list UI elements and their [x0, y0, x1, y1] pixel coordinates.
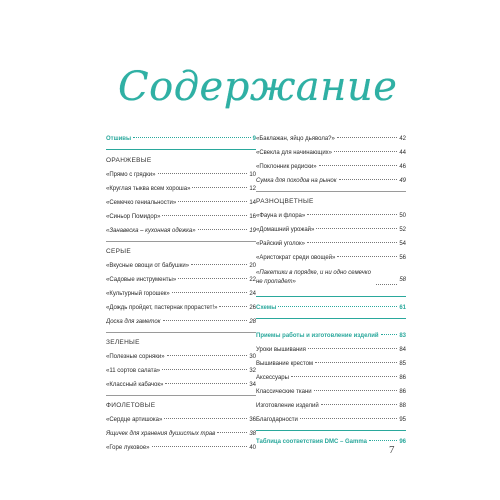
toc-entry[interactable]	[106, 273, 256, 287]
dot-leader	[163, 320, 248, 321]
dot-leader	[172, 292, 248, 293]
toc-entry-page: 16	[249, 214, 256, 220]
dot-leader	[315, 362, 397, 363]
toc-entry-page: 28	[249, 319, 256, 325]
dot-leader	[162, 369, 247, 370]
dot-leader	[162, 215, 247, 216]
dot-leader	[321, 404, 398, 405]
dot-leader	[164, 418, 247, 419]
toc-entry[interactable]	[106, 364, 256, 378]
dot-leader	[376, 284, 397, 285]
dot-leader	[339, 179, 398, 180]
toc-entry-page: 95	[399, 417, 406, 423]
dot-leader	[152, 446, 248, 447]
dot-leader	[133, 137, 251, 138]
dot-leader	[314, 390, 398, 391]
toc-entry[interactable]	[256, 146, 406, 160]
dot-leader	[178, 278, 247, 279]
section-heading: СЕРЫЕ	[106, 248, 131, 255]
toc-entry-page: 88	[399, 403, 406, 409]
toc-entry-title: «Сердце артишока»	[106, 417, 163, 423]
section-heading: ЗЕЛЕНЫЕ	[106, 339, 140, 346]
toc-entry[interactable]	[256, 265, 406, 287]
toc-entry-page: 26	[249, 305, 256, 311]
toc-right-column	[256, 132, 406, 449]
toc-entry-title: «Полезные сорняки»	[106, 354, 165, 360]
toc-entry-title: «Дождь пройдет, пастернак прорастет!»	[106, 305, 218, 311]
toc-entry[interactable]	[106, 132, 256, 146]
toc-entry[interactable]	[256, 385, 406, 399]
divider	[256, 296, 406, 297]
toc-entry[interactable]	[106, 315, 256, 329]
toc-entry-page: 46	[399, 164, 406, 170]
toc-entry-title: Сумка для походов на рынок	[256, 178, 337, 184]
page-number: 7	[389, 444, 395, 456]
toc-entry-title: «Баклажан, яйцо дьявола?»	[256, 136, 335, 142]
toc-entry-title: «Райский уголок»	[256, 241, 305, 247]
toc-entry-title: «Поклонник редиски»	[256, 164, 317, 170]
dot-leader	[219, 306, 247, 307]
dot-leader	[217, 432, 247, 433]
toc-entry-page: 83	[399, 333, 406, 339]
toc-entry-title: Отшивы	[106, 136, 132, 142]
dot-leader	[158, 173, 248, 174]
toc-entry-page: 49	[399, 178, 406, 184]
toc-entry[interactable]	[256, 237, 406, 251]
toc-entry-title: Классические ткани	[256, 389, 312, 395]
dot-leader	[381, 334, 398, 335]
section-heading: ОРАНЖЕВЫЕ	[106, 157, 152, 164]
toc-entry[interactable]	[256, 413, 406, 427]
toc-entry-title: Изготовление изделий	[256, 403, 319, 409]
toc-entry-page: 14	[249, 200, 256, 206]
toc-entry[interactable]	[256, 301, 406, 315]
toc-entry-page: 54	[399, 241, 406, 247]
dot-leader	[334, 151, 397, 152]
toc-entry[interactable]	[256, 132, 406, 146]
spacer	[256, 287, 406, 293]
toc-entry[interactable]	[256, 251, 406, 265]
toc-entry-page: 36	[249, 417, 256, 423]
toc-entry[interactable]	[106, 196, 256, 210]
dot-leader	[167, 355, 248, 356]
dot-leader	[178, 201, 247, 202]
toc-entry-page: 40	[249, 445, 256, 451]
toc-entry-title: Доска для заметок	[106, 319, 161, 325]
dot-leader	[191, 264, 247, 265]
divider	[106, 395, 256, 396]
toc-entry[interactable]	[256, 371, 406, 385]
toc-entry-title: «Пакетики в порядке, и ни одно семечко не пропадет»	[256, 270, 371, 285]
dot-leader	[192, 187, 247, 188]
toc-entry-title: Уроки вышивания	[256, 347, 306, 353]
toc-entry[interactable]	[106, 378, 256, 392]
dot-leader	[278, 306, 397, 307]
dot-leader	[316, 228, 397, 229]
toc-entry[interactable]	[106, 210, 256, 224]
toc-entry[interactable]	[256, 160, 406, 174]
divider	[106, 149, 256, 150]
toc-entry-title: Благодарности	[256, 417, 298, 423]
dot-leader	[319, 165, 398, 166]
dot-leader	[337, 137, 397, 138]
toc-entry-title: Таблица соответствия DMC – Gamma	[256, 439, 368, 445]
dot-leader	[198, 229, 248, 230]
divider	[106, 241, 256, 242]
toc-entry[interactable]	[106, 441, 256, 455]
toc-entry[interactable]	[106, 168, 256, 182]
toc-entry[interactable]	[256, 343, 406, 357]
toc-entry-title: «Занавеска – кухонная одежка»	[106, 228, 196, 234]
toc-entry-title: «Аристократ среди овощей»	[256, 255, 336, 261]
toc-entry-page: 52	[399, 227, 406, 233]
toc-entry-page: 10	[249, 172, 256, 178]
toc-entry-page: 9	[252, 136, 256, 142]
divider	[256, 318, 406, 319]
toc-entry-page: 19	[249, 228, 256, 234]
toc-entry-title: «Свекла для начинающих»	[256, 150, 333, 156]
toc-entry-title: Приемы работы и изготовление изделий	[256, 333, 379, 339]
toc-entry[interactable]	[106, 301, 256, 315]
dot-leader	[337, 256, 397, 257]
toc-entry[interactable]	[106, 224, 256, 238]
toc-entry-title: «Семечко гениальности»	[106, 200, 177, 206]
dot-leader	[165, 383, 247, 384]
toc-entry-page: 61	[399, 305, 406, 311]
toc-entry-title: «Синьор Помидор»	[106, 214, 161, 220]
toc-entry-title: «Фауна и флора»	[256, 213, 306, 219]
toc-entry-title: Схемы	[256, 305, 277, 311]
toc-entry-title: Вышивание крестом	[256, 361, 314, 367]
toc-entry[interactable]	[256, 357, 406, 371]
toc-entry-title: «11 сортов салата»	[106, 368, 161, 374]
toc-entry-title: «Прямо с грядки»	[106, 172, 156, 178]
dot-leader	[307, 242, 397, 243]
toc-entry-page: 86	[399, 389, 406, 395]
page-title: Содержание	[118, 64, 398, 110]
toc-entry-page: 30	[249, 354, 256, 360]
toc-entry[interactable]	[106, 350, 256, 364]
toc-entry[interactable]	[256, 174, 406, 188]
toc-entry[interactable]	[106, 427, 256, 441]
toc-entry-page: 50	[399, 213, 406, 219]
dot-leader	[369, 440, 397, 441]
toc-entry-title: «Садовые инструменты»	[106, 277, 177, 283]
toc-entry-title: Ящичек для хранения душистых трав	[106, 431, 216, 437]
toc-entry-page: 42	[399, 136, 406, 142]
toc-entry[interactable]	[106, 259, 256, 273]
toc-entry[interactable]	[256, 209, 406, 223]
toc-entry-page: 56	[399, 255, 406, 261]
toc-entry[interactable]	[256, 329, 406, 343]
divider	[256, 430, 406, 431]
toc-entry-page: 38	[249, 431, 256, 437]
toc-entry-page: 58	[399, 277, 406, 283]
dot-leader	[300, 418, 397, 419]
divider	[256, 191, 406, 192]
toc-entry[interactable]	[106, 287, 256, 301]
divider	[106, 332, 256, 333]
toc-entry-page: 32	[249, 368, 256, 374]
toc-entry-page: 34	[249, 382, 256, 388]
toc-entry-title: «Культурный горошек»	[106, 291, 170, 297]
toc-entry-title: «Круглая тыква всем хороша»	[106, 186, 191, 192]
toc-entry-page: 44	[399, 150, 406, 156]
toc-entry-page: 85	[399, 361, 406, 367]
section-heading: РАЗНОЦВЕТНЫЕ	[256, 198, 314, 205]
toc-entry-page: 96	[399, 439, 406, 445]
toc-entry[interactable]	[106, 182, 256, 196]
dot-leader	[291, 376, 397, 377]
toc-entry-title: «Классный кабачок»	[106, 382, 164, 388]
toc-entry[interactable]	[256, 223, 406, 237]
toc-entry-page: 86	[399, 375, 406, 381]
toc-entry-page: 12	[249, 186, 256, 192]
dot-leader	[308, 348, 397, 349]
toc-entry-page: 24	[249, 291, 256, 297]
toc-entry-title: Аксессуары	[256, 375, 289, 381]
toc-entry-title: «Домашний урожай»	[256, 227, 315, 233]
toc-entry[interactable]	[106, 413, 256, 427]
toc-entry[interactable]	[256, 399, 406, 413]
toc-entry-title: «Вкусные овощи от бабушки»	[106, 263, 190, 269]
toc-entry[interactable]	[256, 435, 406, 449]
toc-entry-title: «Горе луковое»	[106, 445, 150, 451]
section-heading: ФИОЛЕТОВЫЕ	[106, 402, 156, 409]
toc-left-column	[106, 132, 256, 455]
toc-entry-page: 22	[249, 277, 256, 283]
dot-leader	[307, 214, 397, 215]
toc-entry-page: 20	[249, 263, 256, 269]
toc-entry-page: 84	[399, 347, 406, 353]
